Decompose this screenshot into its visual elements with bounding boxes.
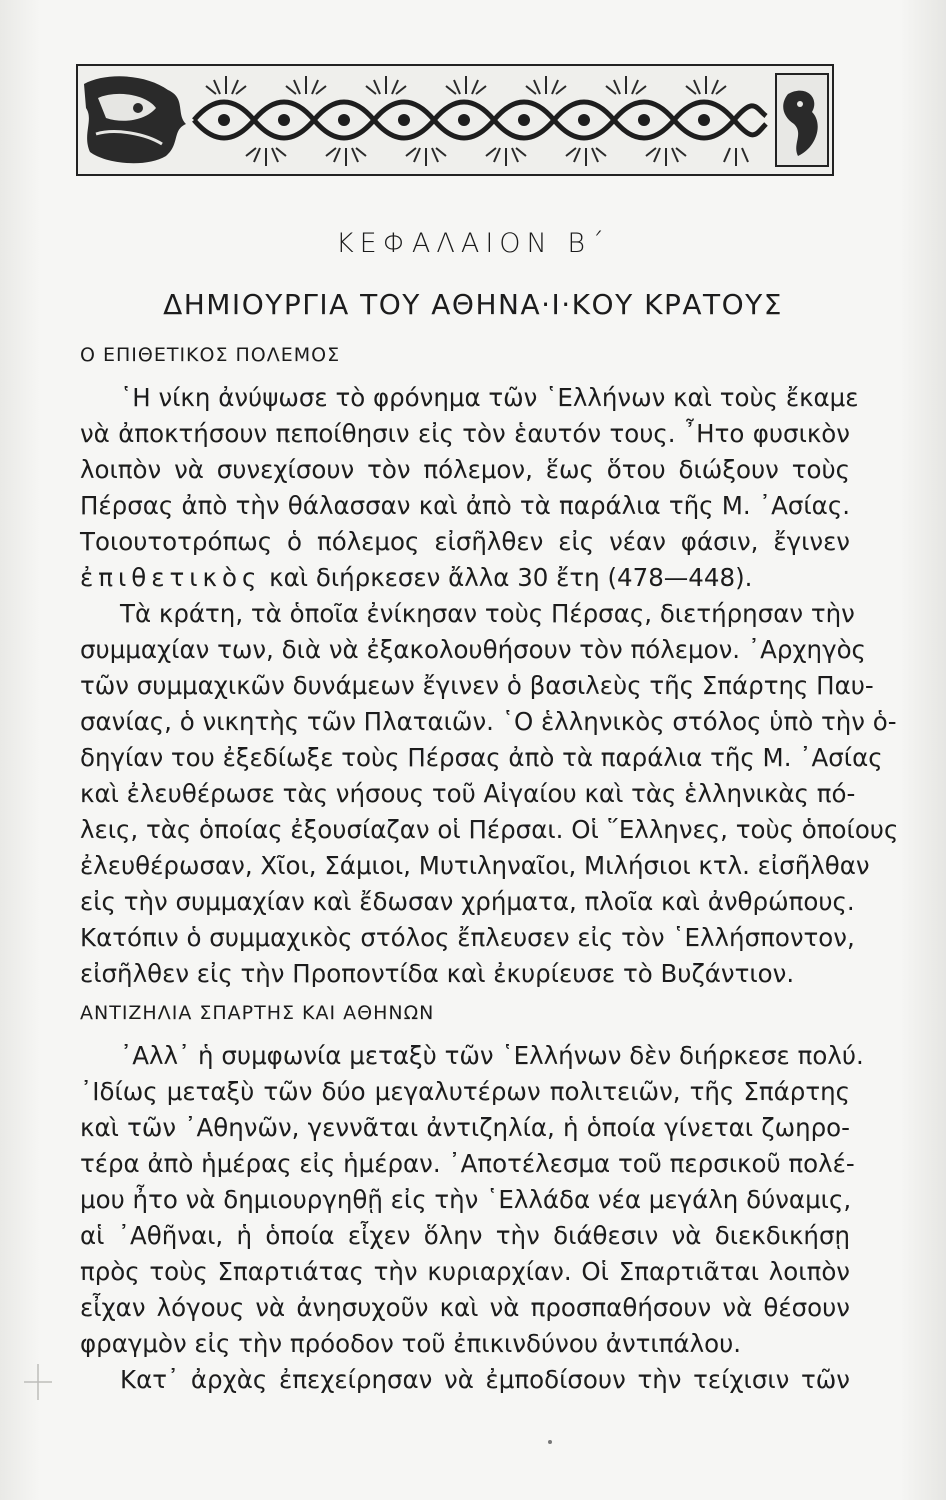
text-line: συμμαχίαν των, διὰ νὰ ἐξακολουθήσουν τὸν πόλεμον. ᾿Αρχηγὸς xyxy=(80,635,866,664)
decorative-frieze xyxy=(76,64,834,176)
text-line: φραγμὸν εἰς τὴν πρόοδον τοῦ ἐπικινδύνου ἀντιπάλου. xyxy=(80,1329,742,1358)
text-line: εἰσῆλθεν εἰς τὴν Προποντίδα καὶ ἐκυρίευσε τὸ Βυζάντιον. xyxy=(80,959,795,988)
text-line: αἱ ᾿Αθῆναι, ἡ ὁποία εἶχεν ὅλην τὴν διάθεσιν νὰ διεκδικήσῃ xyxy=(80,1221,850,1250)
text-line: πρὸς τοὺς Σπαρτιάτας τὴν κυριαρχίαν. Οἱ Σπαρτιᾶται λοιπὸν xyxy=(80,1257,850,1286)
text-line: Κατόπιν ὁ συμμαχικὸς στόλος ἔπλευσεν εἰς τὸν ῾Ελλήσποντον, xyxy=(80,923,855,952)
text-line: Κατ᾿ ἀρχὰς ἐπεχείρησαν νὰ ἐμποδίσουν τὴν τείχισιν τῶν xyxy=(120,1365,850,1394)
text-line-rest: καὶ διήρκεσεν ἄλλα 30 ἔτη (478—448). xyxy=(269,563,753,592)
text-line: τῶν συμμαχικῶν δυνάμεων ἔγινεν ὁ βασιλεὺς τῆς Σπάρτης Παυ- xyxy=(80,671,874,700)
text-line: λεις, τὰς ὁποίας ἐξουσίαζαν οἱ Πέρσαι. Οἱ ῞Ελληνες, τοὺς ὁποίους xyxy=(80,815,899,844)
text-line: καὶ ἐλευθέρωσε τὰς νήσους τοῦ Αἰγαίου καὶ τὰς ἑλληνικὰς πό- xyxy=(80,779,856,808)
figure-motif-icon xyxy=(776,74,828,166)
text-line: σανίας, ὁ νικητὴς τῶν Πλαταιῶν. ῾Ο ἑλληνικὸς στόλος ὑπὸ τὴν ὁ- xyxy=(80,707,897,736)
text-line: Τοιουτοτρόπως ὁ πόλεμος εἰσῆλθεν εἰς νέαν φάσιν, ἔγινεν xyxy=(80,527,850,556)
text-line: λοιπὸν νὰ συνεχίσουν τὸν πόλεμον, ἕως ὅτου διώξουν τοὺς xyxy=(80,455,850,484)
text-line: καὶ τῶν ᾿Αθηνῶν, γεννᾶται ἀντιζηλία, ἡ ὁποία γίνεται ζωηρο- xyxy=(80,1113,850,1142)
text-line xyxy=(80,560,850,596)
text-line: ᾿Αλλ᾿ ἡ συμφωνία μεταξὺ τῶν ῾Ελλήνων δὲν διήρκεσε πολύ. xyxy=(120,1041,864,1070)
text-line: ἐλευθέρωσαν, Χῖοι, Σάμιοι, Μυτιληναῖοι, Μιλήσιοι κτλ. εἰσῆλθαν xyxy=(80,851,870,880)
text-line: μου ἦτο νὰ δημιουργηθῇ εἰς τὴν ῾Ελλάδα νέα μεγάλη δύναμις, xyxy=(80,1185,852,1214)
text-line: τέρα ἀπὸ ἡμέρας εἰς ἡμέραν. ᾿Αποτέλεσμα τοῦ περσικοῦ πολέ- xyxy=(80,1149,855,1178)
text-line: εἶχαν λόγους νὰ ἀνησυχοῦν καὶ νὰ προσπαθήσουν νὰ θέσουν xyxy=(80,1293,850,1322)
text-line: νὰ ἀποκτήσουν πεποίθησιν εἰς τὸν ἑαυτόν τους. ῏Ητο φυσικὸν xyxy=(80,419,850,448)
emphasized-word: ἐπιθετικὸς xyxy=(80,563,262,592)
text-line: ᾿Ιδίως μεταξὺ τῶν δύο μεγαλυτέρων πολιτειῶν, τῆς Σπάρτης xyxy=(80,1077,850,1106)
text-line: ῾Η νίκη ἀνύψωσε τὸ φρόνημα τῶν ῾Ελλήνων καὶ τοὺς ἔκαμε xyxy=(120,383,859,412)
text-line: Πέρσας ἀπὸ τὴν θάλασσαν καὶ ἀπὸ τὰ παράλια τῆς Μ. ᾿Ασίας. xyxy=(80,491,850,520)
chapter-title: ΔΗΜΙΟΥΡΓΙΑ ΤΟΥ ΑΘΗΝΑ·Ι·ΚΟΥ ΚΡΑΤΟΥΣ xyxy=(163,288,783,321)
print-speck xyxy=(548,1440,552,1444)
text-line: εἰς τὴν συμμαχίαν καὶ ἔδωσαν χρήματα, πλοῖα καὶ ἀνθρώπους. xyxy=(80,887,855,916)
text-line: Τὰ κράτη, τὰ ὁποῖα ἐνίκησαν τοὺς Πέρσας, διετήρησαν τὴν xyxy=(120,599,855,628)
section-heading-offensive-war: Ο ΕΠΙΘΕΤΙΚΟΣ ΠΟΛΕΜΟΣ xyxy=(80,344,341,366)
margin-mark-icon xyxy=(18,1362,58,1402)
text-line: δηγίαν του ἐξεδίωξε τοὺς Πέρσας ἀπὸ τὰ παράλια τῆς Μ. ᾿Ασίας xyxy=(80,743,883,772)
chapter-heading: ΚΕΦΑΛΑΙΟΝ Β΄ xyxy=(335,228,611,259)
section-heading-rivalry: ΑΝΤΙΖΗΛΙΑ ΣΠΑΡΤΗΣ ΚΑΙ ΑΘΗΝΩΝ xyxy=(80,1002,435,1024)
